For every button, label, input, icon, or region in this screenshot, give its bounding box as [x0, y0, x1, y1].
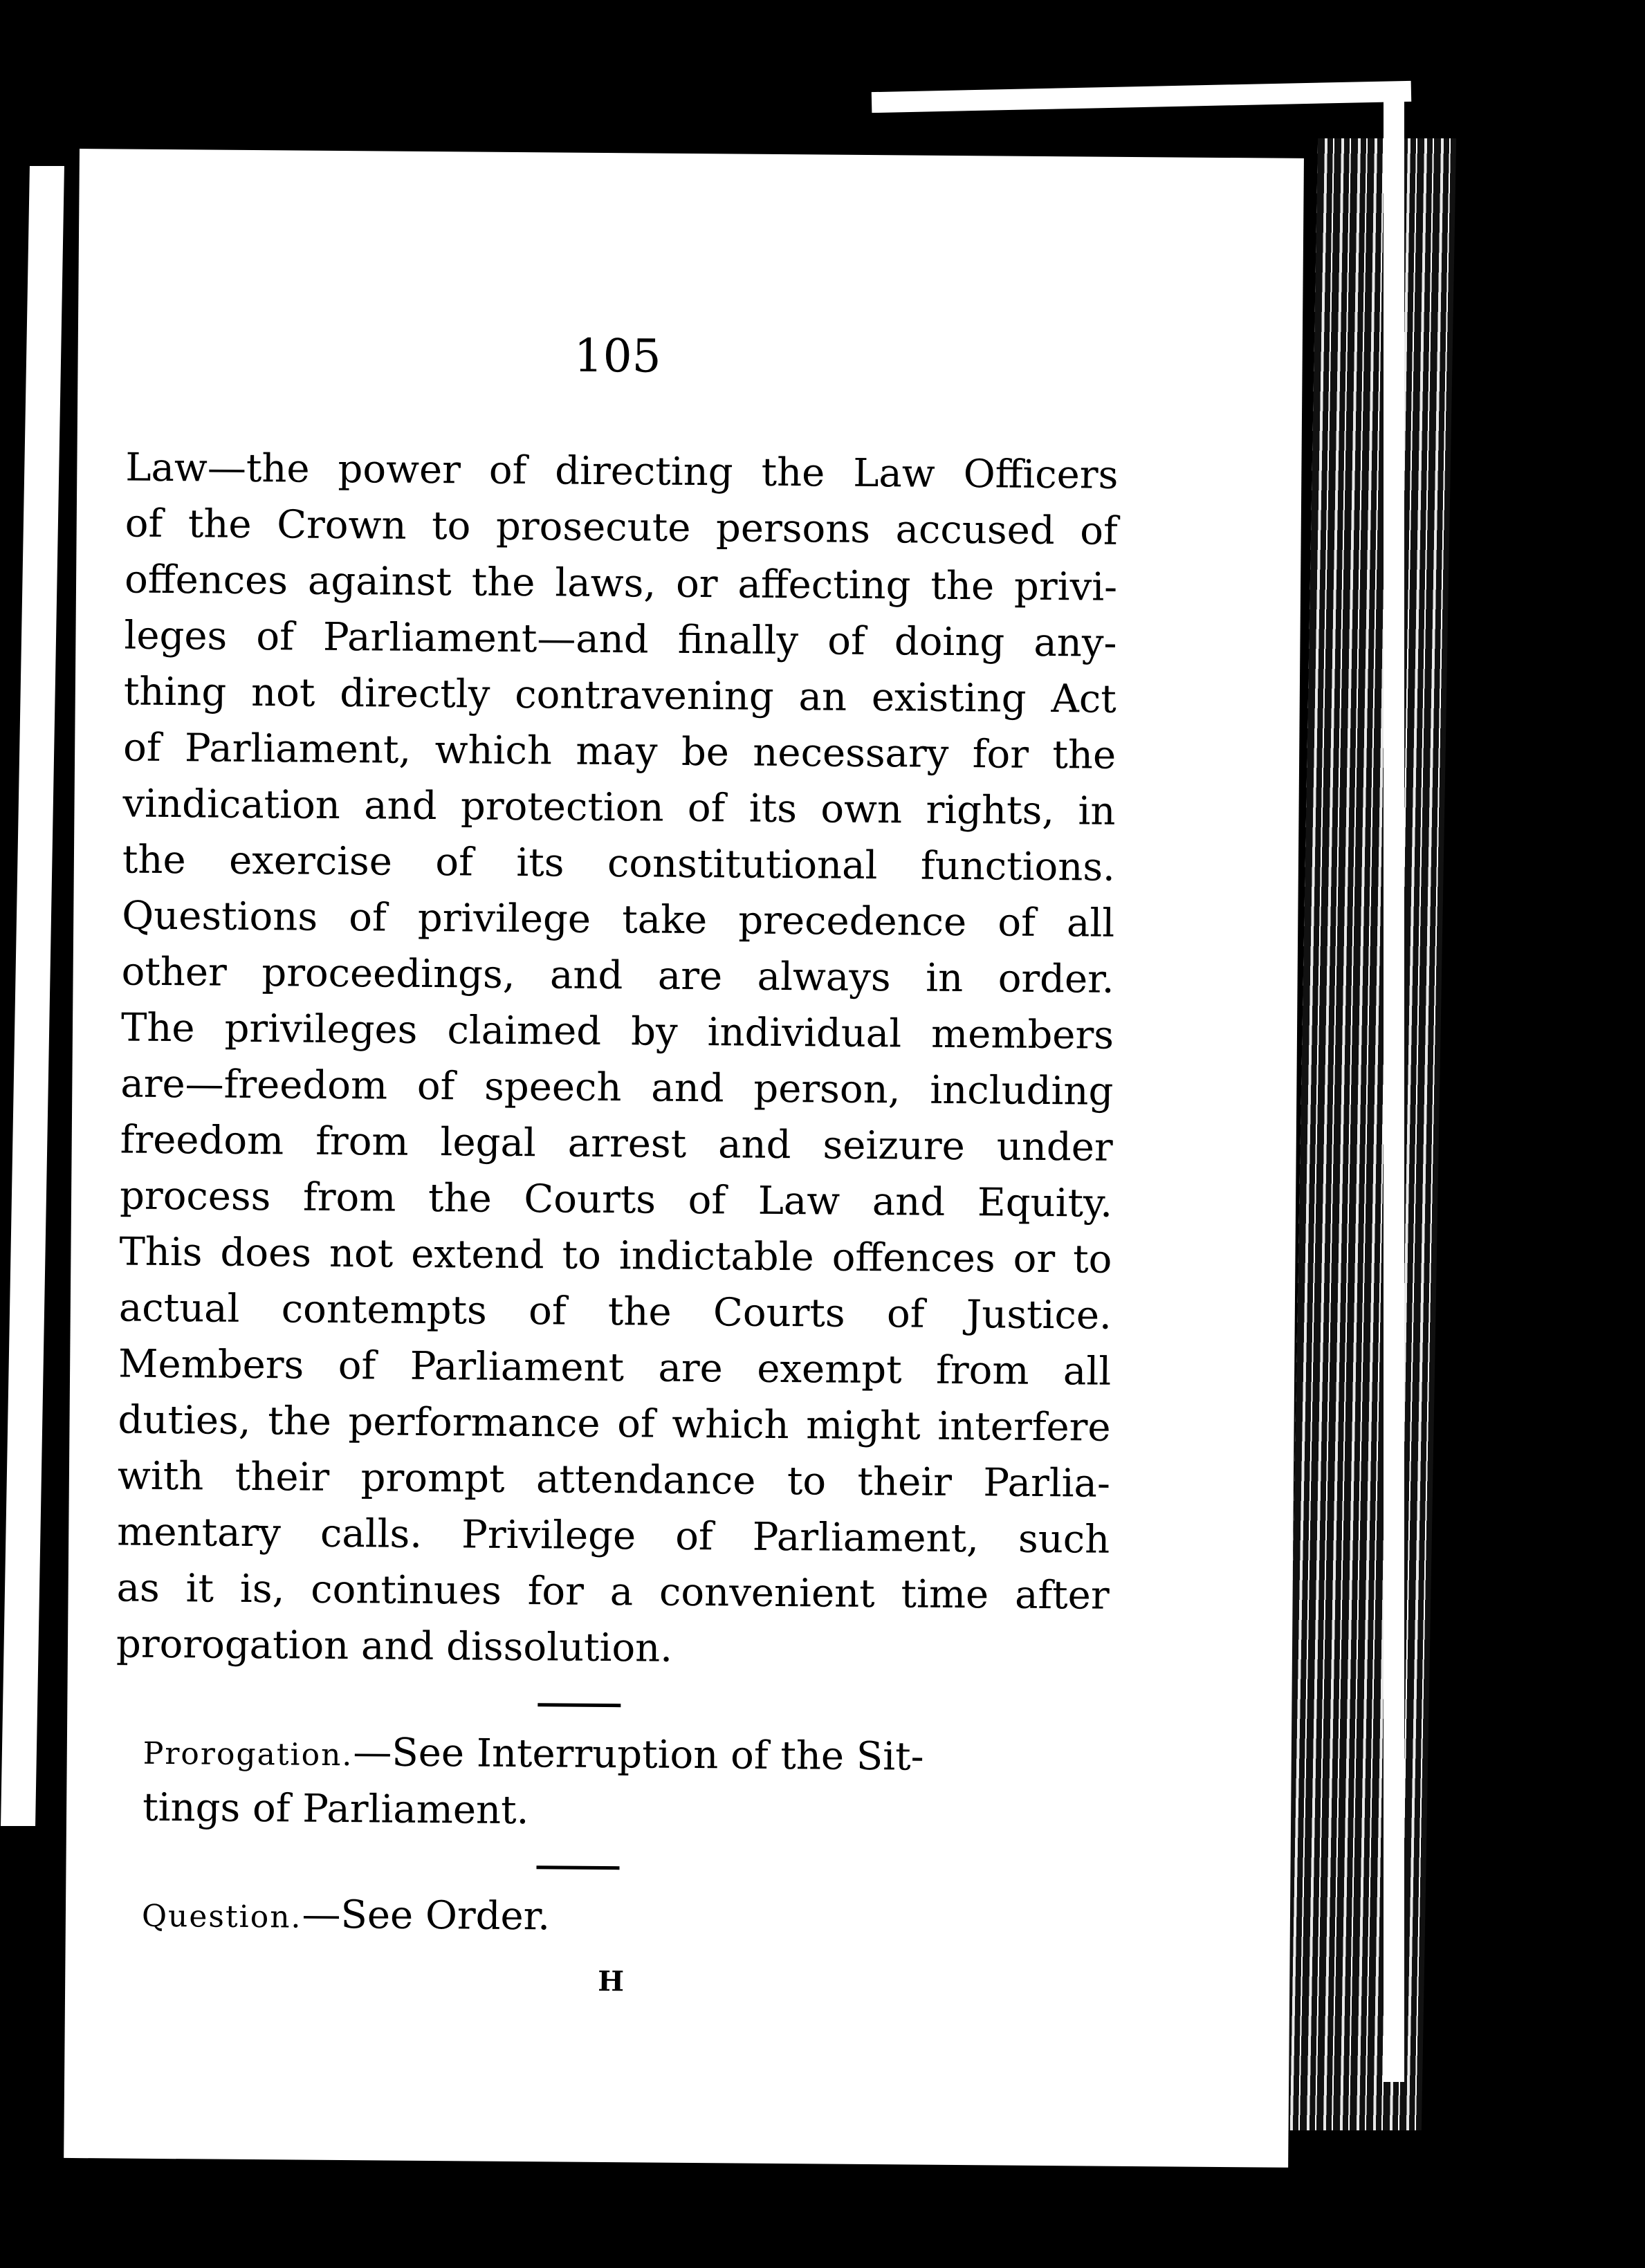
book-right-edge	[1384, 83, 1404, 2082]
text-line: the exercise of its constitutional functions.	[122, 837, 1116, 890]
text-line: leges of Parliament—and finally of doing any-	[124, 613, 1117, 666]
book-page	[64, 149, 1304, 2168]
text-line: thing not directly contravening an existing Act	[123, 669, 1117, 722]
entry-line	[142, 1887, 1108, 1951]
text-line: process from the Courts of Law and Equity.	[119, 1173, 1113, 1226]
text-line: of the Crown to prosecute persons accused of	[125, 501, 1118, 554]
text-line: actual contempts of the Courts of Justice.	[118, 1285, 1112, 1338]
section-divider	[537, 1703, 621, 1707]
entry-line	[143, 1724, 1108, 1789]
text-line: other proceedings, and are always in order.	[121, 949, 1114, 1002]
entry-text: —See Interruption of the Sit-	[353, 1730, 924, 1780]
text-line: The privileges claimed by individual members	[120, 1005, 1114, 1058]
text-line: This does not extend to indictable offences or to	[119, 1229, 1112, 1282]
text-line: mentary calls. Privilege of Parliament, such	[117, 1509, 1110, 1562]
page-body	[114, 440, 1119, 1951]
text-line: Questions of privilege take precedence of all	[122, 893, 1115, 946]
text-line: duties, the performance of which might interfere	[118, 1397, 1111, 1450]
text-line: offences against the laws, or affecting the privi-	[124, 557, 1118, 610]
text-line: with their prompt attendance to their Parlia-	[117, 1453, 1111, 1506]
text-line: are—freedom of speech and person, including	[120, 1061, 1114, 1114]
text-line: Law—the power of directing the Law Officers	[125, 445, 1119, 498]
page-top-edge	[872, 81, 1411, 113]
signature-mark: H	[598, 1964, 625, 1998]
text-line: prorogation and dissolution.	[116, 1621, 673, 1671]
entry-heading: Question.	[141, 1898, 302, 1935]
entry-prorogation	[115, 1724, 1108, 1842]
section-divider	[536, 1865, 619, 1870]
text-line: of Parliament, which may be necessary for the	[122, 725, 1116, 778]
text-line: as it is, continues for a convenient time after	[116, 1565, 1110, 1619]
entry-question	[114, 1886, 1108, 1951]
page-number: 105	[573, 329, 661, 383]
text-line: vindication and protection of its own rights, in	[122, 781, 1116, 834]
entry-line: tings of Parliament.	[142, 1785, 529, 1834]
text-line: Members of Parliament are exempt from all	[118, 1341, 1112, 1394]
text-line: freedom from legal arrest and seizure under	[120, 1117, 1113, 1170]
privilege-paragraph	[116, 440, 1119, 1680]
book-page-stack	[1283, 138, 1456, 2130]
book-left-edge	[1, 166, 64, 1826]
entry-text: —See Order.	[302, 1892, 551, 1939]
entry-heading: Prorogation.	[143, 1735, 353, 1773]
